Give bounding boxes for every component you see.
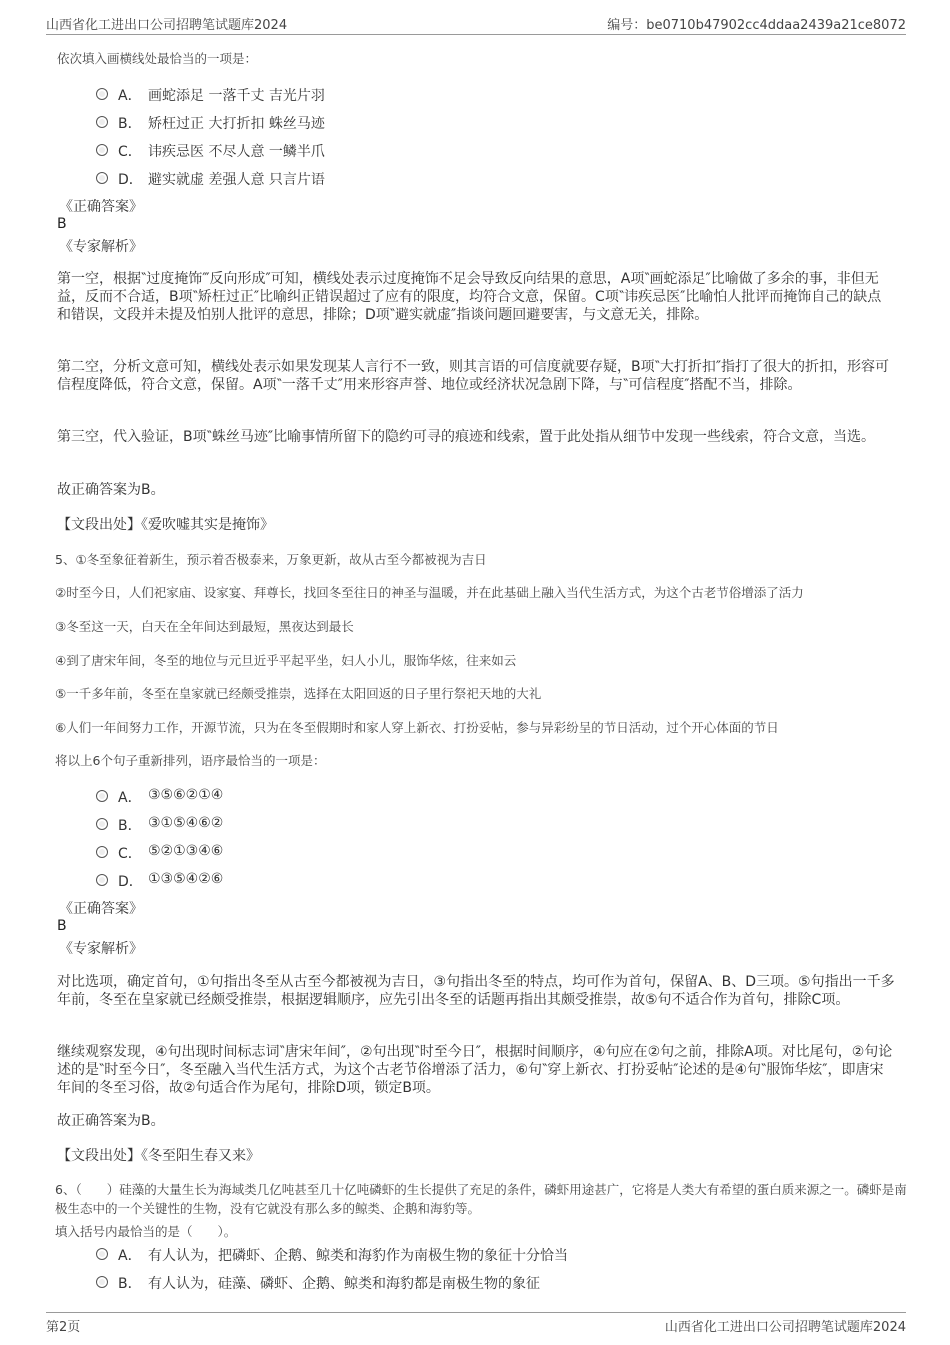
option-letter: A．	[118, 790, 142, 806]
option-text: ⑤②①③④⑥	[148, 843, 224, 859]
radio-button[interactable]	[96, 846, 108, 858]
option-letter: C．	[118, 144, 142, 160]
radio-button[interactable]	[96, 88, 108, 100]
header-code-label: 编号：	[607, 18, 647, 33]
page-number: 第2页	[46, 1320, 81, 1335]
q5-source: 【文段出处】《冬至阳生春又来》	[57, 1148, 260, 1164]
q4-answer-label: 《正确答案》	[59, 199, 143, 215]
q5-analysis-paragraph: 对比选项，确定首句，①句指出冬至从古至今都被视为吉日，③句指出冬至的特点，均可作为首句，保留A、B、D三项。⑤句指出一千多年前，冬至在皇家就已经颇受推崇，根据逻辑顺序，应先引出冬至的话题再指出其颇受推崇，故⑤句不适合作为首句，排除C项。	[57, 974, 895, 1008]
header-title: 山西省化工进出口公司招聘笔试题库2024	[46, 18, 288, 33]
option-text: ①③⑤④②⑥	[148, 871, 224, 887]
option-letter: B．	[118, 818, 142, 834]
option-letter: A．	[118, 1248, 142, 1264]
q4-answer: B	[57, 216, 67, 232]
q5-sentence: ⑥人们一年间努力工作，开源节流，只为在冬至假期时和家人穿上新衣、打扮妥帖，参与异彩纷呈的节日活动，过个开心体面的节日	[55, 720, 779, 735]
q4-source: 【文段出处】《爱吹嘘其实是掩饰》	[57, 517, 274, 533]
q4-prompt: 依次填入画横线处最恰当的一项是：	[57, 51, 258, 66]
radio-button[interactable]	[96, 144, 108, 156]
q5-prompt: 将以上6个句子重新排列，语序最恰当的一项是：	[55, 753, 326, 768]
q6-stem: 6、（ ）硅藻的大量生长为海域类几亿吨甚至几十亿吨磷虾的生长提供了充足的条件，磷虾用途甚广，它将是人类大有希望的蛋白质来源之一。磷虾是南极生态中的一个关键性的生物，没有它就没有那么多的鲸类、企鹅和海豹等。	[55, 1182, 907, 1216]
q5-answer: B	[57, 918, 67, 934]
q5-sentence: ③冬至这一天，白天在全年间达到最短，黑夜达到最长	[55, 619, 354, 634]
header-code	[607, 14, 906, 33]
page-header	[46, 14, 906, 35]
q5-analysis-paragraph: 继续观察发现，④句出现时间标志词‶唐宋年间″，②句出现‶时至今日″，根据时间顺序，④句应在②句之前，排除A项。对比尾句，②句论述的是‶时至今日″，冬至融入当代生活方式，为这个古老节俗增添了活力，⑥句‶穿上新衣、打扮妥帖″论述的是④句‶服饰华炫″，即唐宋年间的冬至习俗，故②句适合作为尾句，排除D项，锁定B项。	[57, 1044, 893, 1096]
radio-button[interactable]	[96, 874, 108, 886]
q5-answer-label: 《正确答案》	[59, 901, 143, 917]
option-letter: C．	[118, 846, 142, 862]
option-text: 有人认为，硅藻、磷虾、企鹅、鲸类和海豹都是南极生物的象征	[148, 1276, 540, 1292]
q5-analysis-label: 《专家解析》	[59, 941, 143, 957]
option-text: 有人认为，把磷虾、企鹅、鲸类和海豹作为南极生物的象征十分恰当	[148, 1248, 568, 1264]
header-code-value: be0710b47902cc4ddaa2439a21ce8072	[646, 18, 906, 33]
q4-analysis-label: 《专家解析》	[59, 239, 143, 255]
radio-button[interactable]	[96, 1276, 108, 1288]
option-letter: D．	[118, 172, 143, 188]
option-letter: A．	[118, 88, 142, 104]
option-text: 避实就虚 差强人意 只言片语	[148, 172, 325, 188]
option-letter: B．	[118, 116, 142, 132]
q5-stem: 5、①冬至象征着新生，预示着否极泰来，万象更新，故从古至今都被视为吉日	[55, 552, 487, 567]
option-letter: D．	[118, 874, 143, 890]
radio-button[interactable]	[96, 172, 108, 184]
q6-prompt: 填入括号内最恰当的是（ ）。	[55, 1224, 237, 1239]
radio-button[interactable]	[96, 818, 108, 830]
page-footer	[46, 1312, 906, 1335]
q4-analysis-paragraph: 故正确答案为B。	[57, 482, 165, 498]
q4-analysis-paragraph: 第三空，代入验证，B项‶蛛丝马迹″比喻事情所留下的隐约可寻的痕迹和线索，置于此处指从细节中发现一些线索，符合文意，当选。	[57, 429, 876, 445]
radio-button[interactable]	[96, 116, 108, 128]
q4-analysis-paragraph: 第二空，分析文意可知，横线处表示如果发现某人言行不一致，则其言语的可信度就要存疑，B项‶大打折扣″指打了很大的折扣，形容可信程度降低，符合文意，保留。A项‶一落千丈″用来形容声誉、地位或经济状况急剧下降，与‶可信程度″搭配不当，排除。	[57, 359, 890, 393]
option-letter: B．	[118, 1276, 142, 1292]
q5-sentence: ②时至今日，人们祀家庙、设家宴、拜尊长，找回冬至往日的神圣与温暖，并在此基础上融入当代生活方式，为这个古老节俗增添了活力	[55, 585, 804, 600]
radio-button[interactable]	[96, 1248, 108, 1260]
option-text: ③①⑤④⑥②	[148, 815, 224, 831]
option-text: 讳疾忌医 不尽人意 一鳞半爪	[148, 144, 325, 160]
q5-analysis-paragraph: 故正确答案为B。	[57, 1113, 165, 1129]
footer-title: 山西省化工进出口公司招聘笔试题库2024	[664, 1320, 906, 1335]
q5-sentence: ④到了唐宋年间，冬至的地位与元旦近乎平起平坐，妇人小儿，服饰华炫，往来如云	[55, 653, 517, 668]
q5-sentence: ⑤一千多年前，冬至在皇家就已经颇受推崇，选择在太阳回返的日子里行祭祀天地的大礼	[55, 686, 542, 701]
option-text: ③⑤⑥②①④	[148, 787, 224, 803]
option-text: 画蛇添足 一落千丈 吉光片羽	[148, 88, 325, 104]
option-text: 矫枉过正 大打折扣 蛛丝马迹	[148, 116, 325, 132]
radio-button[interactable]	[96, 790, 108, 802]
q4-analysis-paragraph: 第一空，根据‶过度掩饰‴反向形成″可知，横线处表示过度掩饰不足会导致反向结果的意思，A项‶画蛇添足″比喻做了多余的事，非但无益，反而不合适，B项‶矫枉过正″比喻纠正错误超过了应有的限度，均符合文意，保留。C项‶讳疾忌医″比喻怕人批评而掩饰自己的缺点和错误，文段并未提及怕别人批评的意思，排除；D项‶避实就虚″指谈问题回避要害，与文意无关，排除。	[57, 271, 882, 323]
